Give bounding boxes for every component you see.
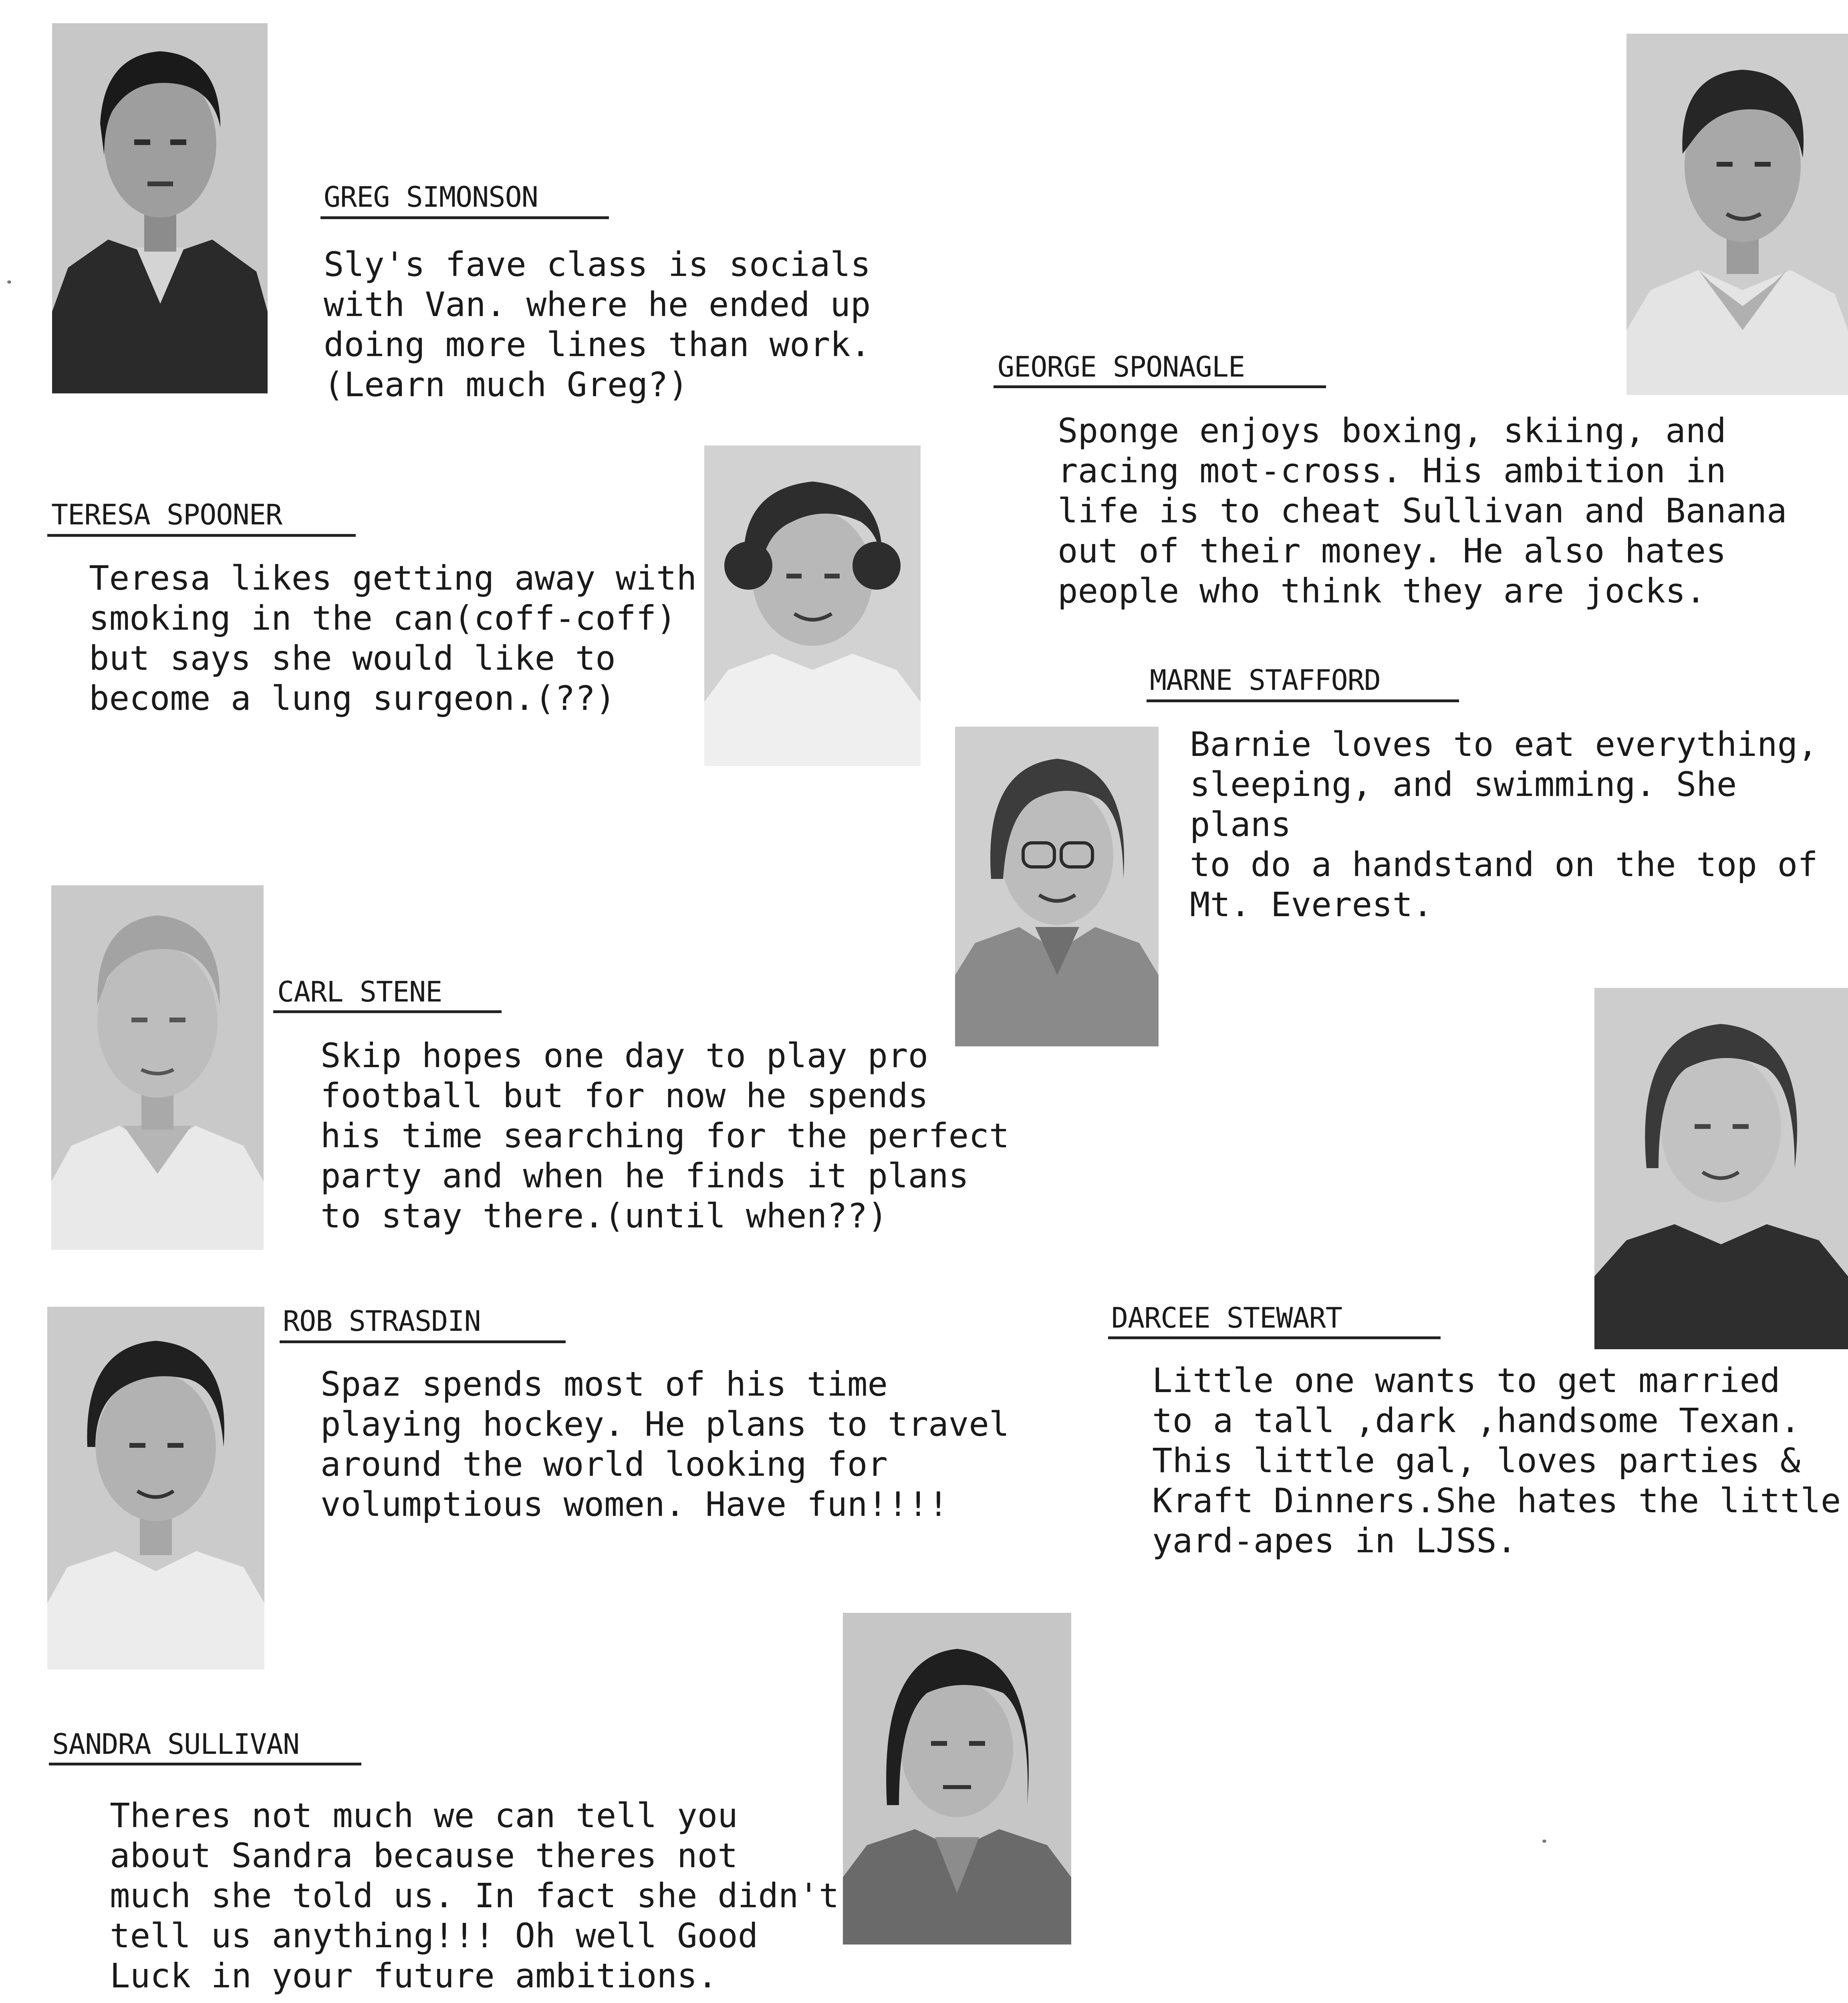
student-photo-rob-strasdin [47,1307,264,1670]
student-name: GREG SIMONSON [324,181,538,214]
student-bio: Spaz spends most of his time playing hockey. He plans to travel around the world looking for volumptious women. Have fun!!!! [320,1364,1010,1524]
student-photo-darcee-stewart [1594,988,1848,1349]
student-name: MARNE STAFFORD [1150,664,1381,697]
student-photo-marne-stafford [955,727,1159,1046]
student-bio: Sly's fave class is socials with Van. where he ended up doing more lines than work. (Learn much Greg?) [324,245,871,404]
student-photo-teresa-spooner [704,445,921,766]
name-underline [994,385,1326,388]
print-speck [7,280,11,284]
name-underline [273,1010,502,1013]
name-underline [1108,1336,1441,1339]
student-photo-greg-simonson [52,23,268,393]
name-underline [320,216,609,219]
student-bio: Sponge enjoys boxing, skiing, and racing mot-cross. His ambition in life is to cheat Sullivan and Banana out of their money. He also hates people who think they are jocks. [1058,411,1787,611]
student-name: CARL STENE [277,975,442,1008]
name-underline [280,1340,566,1343]
student-bio: Teresa likes getting away with smoking in the can(coff-coff) but says she would like to become a lung surgeon.(??) [89,558,697,718]
student-photo-carl-stene [51,885,264,1250]
student-bio: Barnie loves to eat everything, sleeping, and swimming. She plans to do a handstand on the top of Mt. Everest. [1190,725,1818,924]
student-name: ROB STRASDIN [283,1305,481,1338]
print-speck [1542,1840,1546,1843]
name-underline [1147,699,1459,702]
name-underline [49,1763,361,1765]
student-name: GEORGE SPONAGLE [998,351,1245,383]
name-underline [47,534,356,537]
student-bio: Theres not much we can tell you about Sandra because theres not much she told us. In fact she didn't tell us anything!!! Oh well Good Luck in your future ambitions. [110,1796,839,1995]
student-photo-sandra-sullivan [843,1613,1071,1945]
student-name: TERESA SPOONER [51,498,282,531]
student-bio: Skip hopes one day to play pro football but for now he spends his time searching for the perfect party and when he finds it plans to stay there.(until when??) [320,1036,1010,1235]
student-name: DARCEE STEWART [1111,1302,1342,1334]
student-photo-george-sponagle [1626,34,1848,395]
student-bio: Little one wants to get married to a tall ,dark ,handsome Texan. This little gal, loves parties & Kraft Dinners.She hates the little yard-apes in LJSS. [1152,1361,1841,1560]
student-name: SANDRA SULLIVAN [52,1728,300,1761]
